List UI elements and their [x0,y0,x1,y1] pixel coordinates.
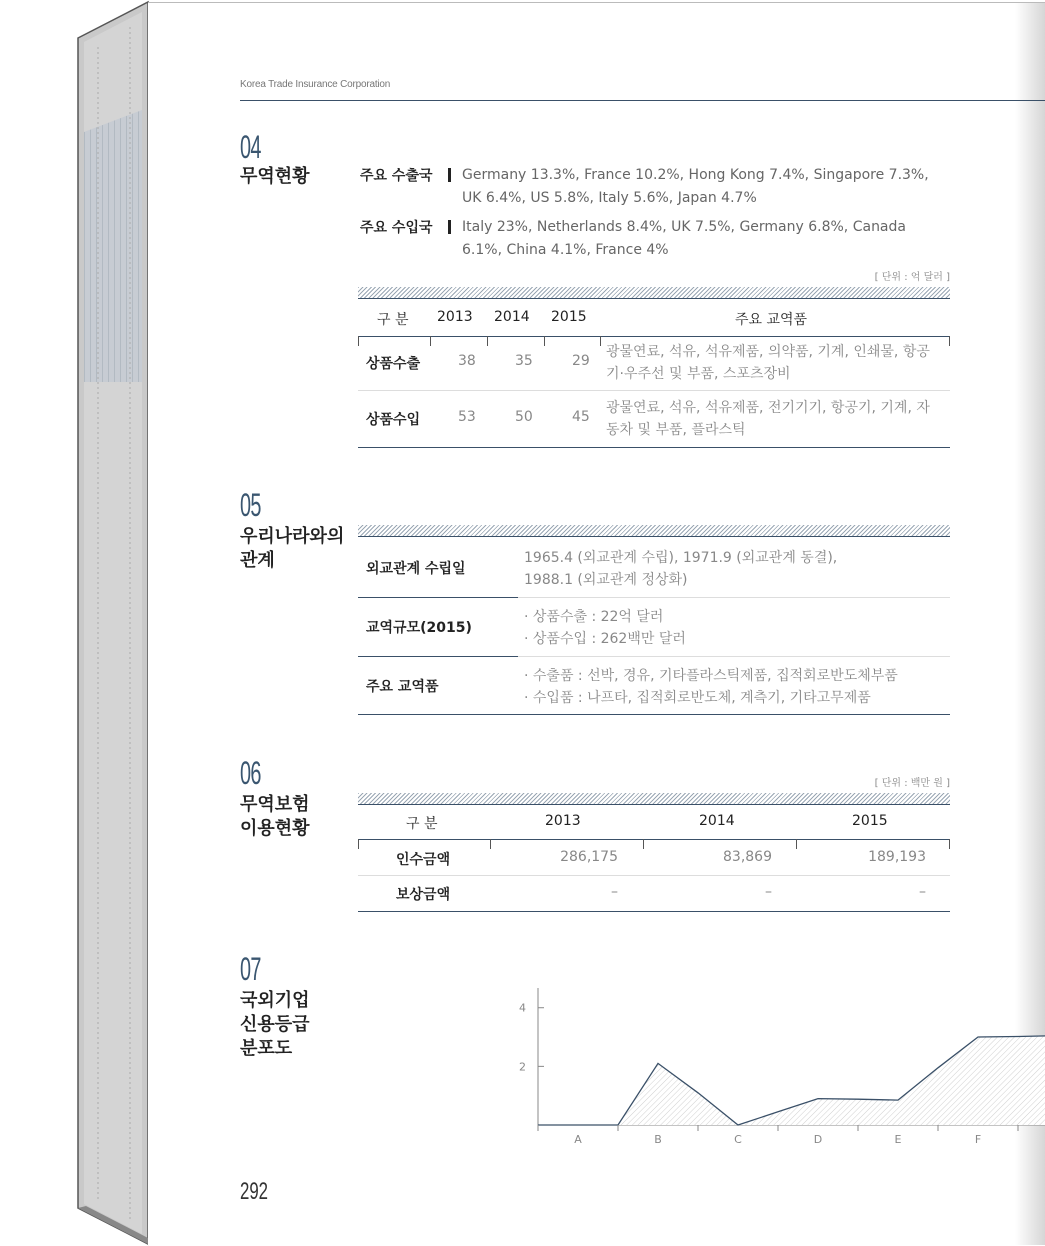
header-tick [796,839,797,849]
book-page [148,2,1045,1245]
relations-row-line1: · 수출품 : 선박, 경유, 기타플라스틱제품, 집적회로반도체부품 [524,668,898,684]
header-tick [949,336,950,346]
insurance-row-label: 보상금액 [396,887,451,903]
insurance-header-2014: 2014 [699,813,735,829]
section-04-title: 무역현황 [240,166,310,187]
section-04-number: 04 [240,129,261,165]
import-label: 주요 수입국 [360,220,433,236]
credit-rating-distribution-chart [373,988,982,1153]
header-tick [949,839,950,849]
page-number: 292 [240,1178,269,1205]
trade-row-label: 상품수출 [366,356,421,372]
chart-x-tick-label: B [654,1133,662,1146]
insurance-header-2015: 2015 [852,813,888,829]
trade-bottom-rule [358,447,950,448]
trade-row-2014: 35 [515,353,533,369]
export-label: 주요 수출국 [360,168,433,184]
table-hatch-band [358,287,950,299]
trade-row-label: 상품수입 [366,412,421,428]
insurance-row-2014: – [765,884,772,900]
trade-row-items: 광물연료, 석유, 석유제품, 전기기기, 항공기, 기계, 자동차 및 부품, 플라스틱 [606,400,930,438]
insurance-row-label: 인수금액 [396,852,451,868]
relations-row-line2: · 상품수입 : 262백만 달러 [524,631,686,647]
chart-x-tick-label: D [813,1133,823,1146]
chart-x-tick-label: A [574,1133,582,1146]
trade-header-rule [358,336,950,337]
row-divider-label [358,597,518,598]
label-bar [448,220,451,234]
trade-header-2014: 2014 [494,309,530,325]
trade-table-unit: [ 단위 : 억 달러 ] [874,272,950,283]
section-07-title-line3: 분포도 [240,1038,293,1059]
trade-row-2013: 38 [458,353,476,369]
header-tick [600,336,601,346]
section-05-title-line2: 관계 [240,550,275,571]
header-rule [240,100,1045,101]
trade-row-items: 광물연료, 석유, 석유제품, 의약품, 기계, 인쇄물, 항공기·우주선 및 부품, 스포츠장비 [606,344,930,382]
chart-x-tick-label: C [734,1133,742,1146]
header-tick [490,839,491,849]
relations-row-line1: · 상품수출 : 22억 달러 [524,609,664,625]
relations-row-line2: 1988.1 (외교관계 정상화) [524,572,688,588]
insurance-row-2015: – [919,884,926,900]
import-value: Italy 23%, Netherlands 8.4%, UK 7.5%, Germany 6.8%, Canada 6.1%, China 4.1%, France 4% [462,219,906,258]
insurance-row-2015: 189,193 [868,849,926,865]
label-bar [448,168,451,182]
book-spine-decoration [78,2,148,1244]
insurance-header-rule [358,839,950,840]
header-tick [487,336,488,346]
insurance-row-2013: – [611,884,618,900]
section-06-number: 06 [240,755,261,791]
header-tick [430,336,431,346]
chart-y-tick-label: 2 [519,1060,526,1074]
section-07-title-line2: 신용등급 [240,1014,310,1035]
header-tick [358,336,359,346]
insurance-bottom-rule [358,911,950,912]
header-tick [643,839,644,849]
chart-x-tick-label: F [974,1133,982,1146]
trade-row-2015: 29 [572,353,590,369]
relations-row-label: 교역규모(2015) [366,620,472,636]
insurance-row-2013: 286,175 [560,849,618,865]
trade-row-2014: 50 [515,409,533,425]
row-divider [518,656,950,657]
header-tick [358,839,359,849]
trade-header-2015: 2015 [551,309,587,325]
relations-bottom-rule [358,714,950,715]
relations-row-line1: 1965.4 (외교관계 수립), 1971.9 (외교관계 동결), [524,550,838,566]
section-07-title-line1: 국외기업 [240,990,310,1011]
insurance-header-2013: 2013 [545,813,581,829]
section-07-number: 07 [240,951,261,987]
section-05-number: 05 [240,487,261,523]
export-value: Germany 13.3%, France 10.2%, Hong Kong 7.4%, Singapore 7.3%, UK 6.4%, US 5.8%, Italy 5.6%, Japan 4.7% [462,167,929,206]
relations-row-label: 주요 교역품 [366,679,439,695]
insurance-row-2014: 83,869 [723,849,772,865]
header-tick [544,336,545,346]
relations-row-label: 외교관계 수립일 [366,561,466,577]
row-divider-label [358,656,518,657]
section-06-title-line2: 이용현황 [240,818,310,839]
row-divider [358,875,950,876]
chart-y-tick-label: 4 [519,1001,526,1015]
chart-area-fill [538,1036,1045,1125]
section-06-title-line1: 무역보험 [240,794,310,815]
chart-x-tick-label: E [894,1133,902,1146]
trade-header-category: 구 분 [377,312,409,328]
table-hatch-band [358,793,950,805]
row-divider [358,390,950,391]
trade-header-items: 주요 교역품 [735,312,808,328]
table-hatch-band [358,525,950,537]
insurance-table-unit: [ 단위 : 백만 원 ] [874,778,950,789]
running-head: Korea Trade Insurance Corporation [240,79,391,90]
trade-row-2015: 45 [572,409,590,425]
relations-row-line2: · 수입품 : 나프타, 집적회로반도체, 계측기, 기타고무제품 [524,690,871,706]
row-divider [518,597,950,598]
trade-header-2013: 2013 [437,309,473,325]
section-05-title-line1: 우리나라와의 [240,526,345,547]
trade-row-2013: 53 [458,409,476,425]
insurance-header-category: 구 분 [406,816,438,832]
